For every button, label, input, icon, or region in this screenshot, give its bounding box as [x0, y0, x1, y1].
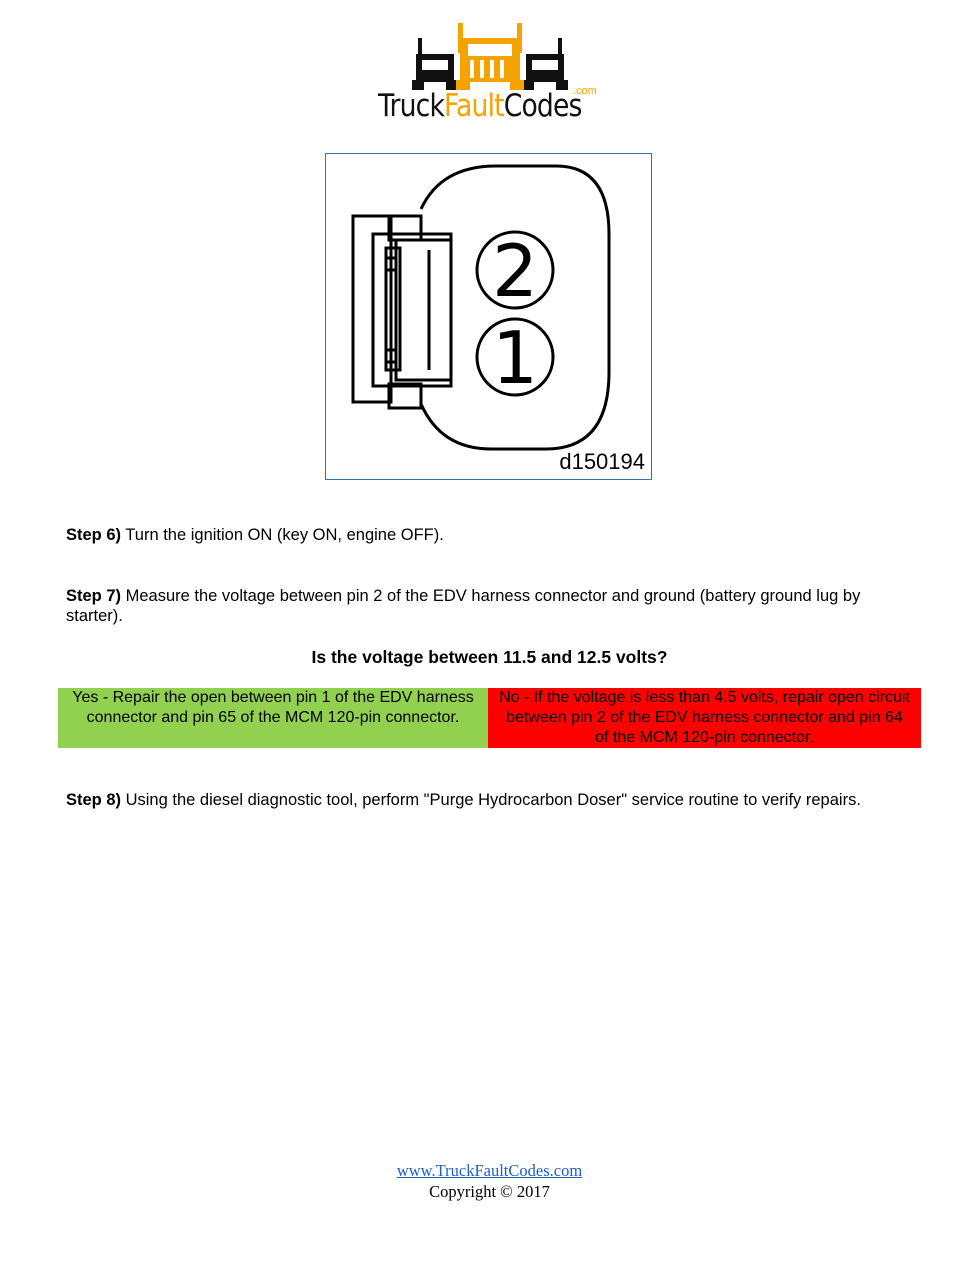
step-label: Step 6) [66, 526, 122, 544]
step-8 [66, 790, 916, 810]
logo-wordmark [378, 88, 582, 124]
logo-com: .com [573, 85, 597, 97]
logo-text-codes: Codes [503, 88, 582, 124]
footer-link[interactable]: www.TruckFaultCodes.com [396, 1161, 583, 1180]
edv-connector-drawing [326, 154, 651, 479]
pin-1-label: 1 [492, 316, 538, 400]
truck-grille-icon [372, 18, 608, 90]
logo-text-fault: Fault [444, 88, 504, 124]
step-6 [66, 525, 916, 545]
step-7 [66, 586, 916, 626]
no-answer-cell: No - If the voltage is less than 4.5 volts, repair open circuit between pin 2 of the EDV harness connector and pin 64 of the MCM 120-pin connector. [488, 688, 921, 748]
pin-2-label: 2 [492, 229, 538, 313]
decision-question: Is the voltage between 11.5 and 12.5 volts? [311, 647, 668, 667]
step-text: Measure the voltage between pin 2 of the EDV harness connector and ground (battery ground lug by starter). [66, 587, 861, 625]
step-text: Turn the ignition ON (key ON, engine OFF). [121, 526, 444, 544]
logo-text-truck: Truck [378, 88, 445, 124]
step-text: Using the diesel diagnostic tool, perform "Purge Hydrocarbon Doser" service routine to verify repairs. [121, 791, 861, 809]
yes-answer-cell: Yes - Repair the open between pin 1 of the EDV harness connector and pin 65 of the MCM 120-pin connector. [58, 688, 488, 748]
step-label: Step 7) [66, 587, 122, 605]
step-label: Step 8) [66, 791, 122, 809]
site-logo [372, 18, 608, 130]
footer-copyright: Copyright © 2017 [429, 1182, 550, 1201]
figure-code: d150194 [559, 449, 645, 474]
connector-diagram [325, 153, 652, 480]
